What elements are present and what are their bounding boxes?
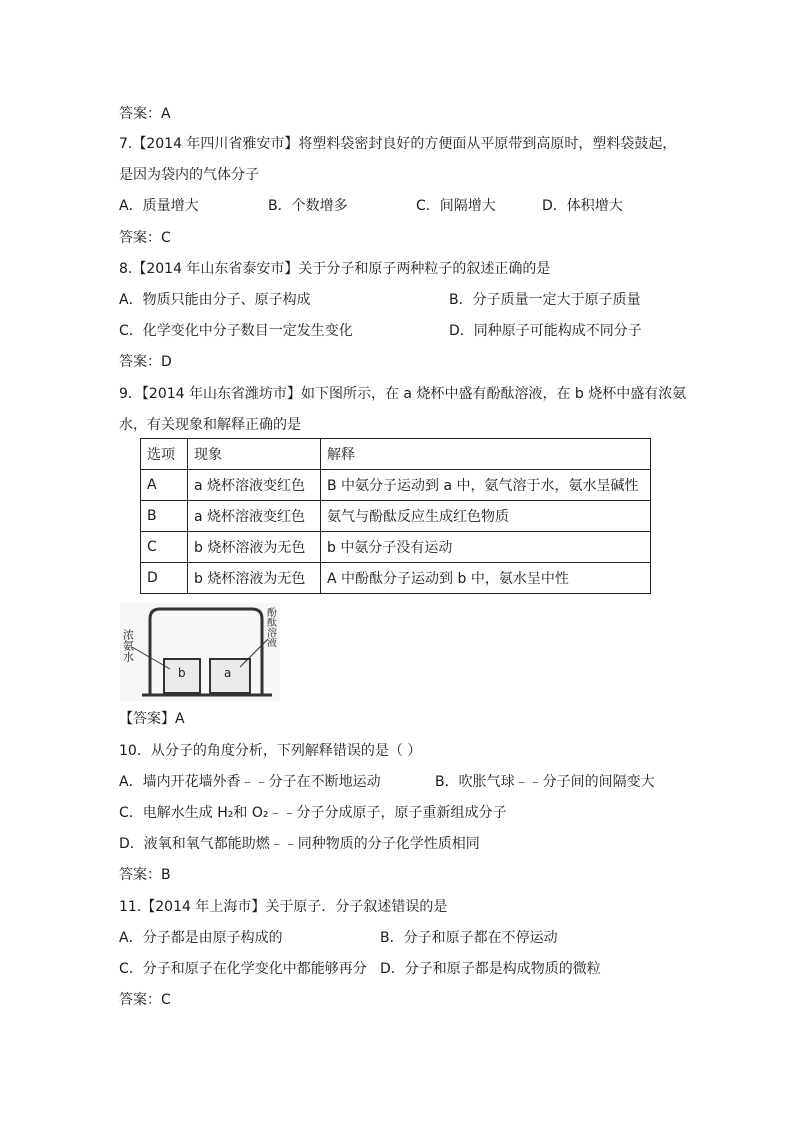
q7-option-c: C．间隔增大 xyxy=(416,198,496,214)
question-7-stem-line1: 7.【2014 年四川省雅安市】将塑料袋密封良好的方便面从平原带到高原时，塑料袋鼓起， xyxy=(119,136,677,152)
q10-option-b: B．吹胀气球﹣﹣分子间的间隔变大 xyxy=(435,774,655,790)
answer-q7: 答案：C xyxy=(119,230,171,246)
question-8-stem: 8.【2014 年山东省泰安市】关于分子和原子两种粒子的叙述正确的是 xyxy=(119,261,551,277)
question-7-stem-line2: 是因为袋内的气体分子 xyxy=(119,167,259,183)
table-row xyxy=(141,470,651,501)
q8-option-a: A．物质只能由分子、原子构成 xyxy=(119,292,311,308)
label-beaker-a: a xyxy=(224,666,232,680)
q7-option-d: D．体积增大 xyxy=(542,198,623,214)
q11-option-a: A．分子都是由原子构成的 xyxy=(119,930,283,946)
q11-option-c: C．分子和原子在化学变化中都能够再分 xyxy=(119,961,367,977)
q10-option-d: D．液氧和氧气都能助燃﹣﹣同种物质的分子化学性质相同 xyxy=(119,836,480,852)
q8-option-c: C．化学变化中分子数目一定发生变化 xyxy=(119,323,353,339)
q10-option-a: A．墙内开花墙外香﹣﹣分子在不断地运动 xyxy=(119,774,381,790)
table-cell: B xyxy=(141,501,188,532)
answer-q9: 【答案】A xyxy=(119,711,185,727)
q7-option-b: B．个数增多 xyxy=(268,198,348,214)
table-cell: D xyxy=(141,563,188,594)
answer-q11: 答案：C xyxy=(119,992,171,1008)
label-concentrated-ammonia: 浓氨水 xyxy=(121,629,135,662)
table-cell: b 烧杯溶液为无色 xyxy=(188,563,321,594)
table-cell: A 中酚酞分子运动到 b 中，氨水呈中性 xyxy=(321,563,651,594)
q11-option-b: B．分子和原子都在不停运动 xyxy=(380,930,558,946)
q9-table xyxy=(140,438,651,594)
table-cell: b 中氨分子没有运动 xyxy=(321,532,651,563)
table-row xyxy=(141,501,651,532)
answer-q8: 答案：D xyxy=(119,354,172,370)
table-cell: a 烧杯溶液变红色 xyxy=(188,501,321,532)
question-10-stem: 10．从分子的角度分析，下列解释错误的是（ ） xyxy=(119,743,422,759)
q7-option-a: A．质量增大 xyxy=(119,198,199,214)
label-beaker-b: b xyxy=(178,666,186,680)
label-phenolphthalein: 酚酞溶液 xyxy=(264,607,276,647)
bell-jar-experiment-figure xyxy=(120,603,280,701)
q8-option-d: D．同种原子可能构成不同分子 xyxy=(449,323,642,339)
table-cell: b 烧杯溶液为无色 xyxy=(188,532,321,563)
question-9-stem-line1: 9．【2014 年山东省潍坊市】如下图所示，在 a 烧杯中盛有酚酞溶液，在 b 烧杯中盛有浓氨 xyxy=(119,386,687,402)
q11-option-d: D．分子和原子都是构成物质的微粒 xyxy=(380,961,601,977)
table-cell: a 烧杯溶液变红色 xyxy=(188,470,321,501)
answer-q10: 答案：B xyxy=(119,867,171,883)
q10-option-c: C．电解水生成 H₂和 O₂﹣﹣分子分成原子，原子重新组成分子 xyxy=(119,805,507,821)
answer-q6: 答案：A xyxy=(119,106,171,122)
table-cell: C xyxy=(141,532,188,563)
table-header-cell: 解释 xyxy=(321,439,651,470)
table-cell: B 中氨分子运动到 a 中，氨气溶于水，氨水呈碱性 xyxy=(321,470,651,501)
table-cell: A xyxy=(141,470,188,501)
q8-option-b: B．分子质量一定大于原子质量 xyxy=(449,292,641,308)
table-row xyxy=(141,532,651,563)
table-header-cell: 选项 xyxy=(141,439,188,470)
table-header-row xyxy=(141,439,651,470)
table-row xyxy=(141,563,651,594)
table-header-cell: 现象 xyxy=(188,439,321,470)
question-9-stem-line2: 水，有关现象和解释正确的是 xyxy=(119,417,301,433)
question-11-stem: 11.【2014 年上海市】关于原子．分子叙述错误的是 xyxy=(119,899,448,915)
table-cell: 氨气与酚酞反应生成红色物质 xyxy=(321,501,651,532)
